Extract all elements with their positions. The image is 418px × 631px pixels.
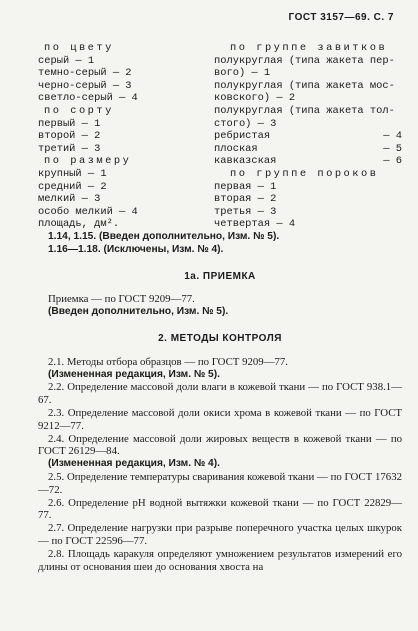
item-text: второй — 2 [38,130,101,143]
item-text: особо мелкий — 4 [38,205,138,218]
item-text: светло-серый — 4 [38,92,138,105]
item-code: — 5 [383,142,402,155]
paragraph: (Измененная редакция, Изм. № 5). [48,368,220,380]
item-text: площадь, дм². [38,218,120,231]
column-item [38,130,206,143]
column-item [38,193,206,206]
column-item [214,143,402,156]
paragraph: 2.2. Определение массовой доли влаги в кожевой ткани — по ГОСТ 938.1—67. [38,381,402,407]
column-item [214,193,402,206]
item-text: ковского) — 2 [214,92,296,105]
column-item [38,55,206,68]
column-item [214,118,402,131]
column-group-heading [214,168,402,181]
item-code: — 6 [383,155,402,168]
paragraph: 2.3. Определение массовой доли окиси хрома в кожевой ткани — по ГОСТ 9212—77. [38,406,402,432]
item-code: — 4 [383,130,402,143]
column-item [38,206,206,219]
item-text: по группе завитков [230,42,388,54]
item-text: полукруглая (типа жакета пер- [214,54,395,67]
section-title-test-methods: 2. МЕТОДЫ КОНТРОЛЯ [158,332,282,344]
column-item [38,168,206,181]
section-title-acceptance: 1а. ПРИЕМКА [184,270,256,282]
paragraph: 2.5. Определение температуры сваривания кожевой ткани — по ГОСТ 17632—72. [38,470,402,496]
note-line: 1.16—1.18. (Исключены, Изм. № 4). [48,243,224,255]
column-group-heading [214,42,402,55]
column-group-heading [38,42,206,55]
paragraph: (Измененная редакция, Изм. № 4). [48,458,220,470]
column-item [214,105,402,118]
paragraph: 2.8. Площадь каракуля определяют умножением результатов измерений его длины от основания шеи до основания хвоста на [38,547,402,573]
item-text: вторая — 2 [214,193,277,206]
item-text: средний — 2 [38,180,107,193]
item-text: ребристая [214,130,271,143]
column-item [214,181,402,194]
column-item [214,218,402,231]
column-item [38,67,206,80]
item-text: по цвету [44,42,114,54]
item-text: вого) — 1 [214,67,271,80]
item-text: первый — 1 [38,117,101,130]
item-text: крупный — 1 [38,167,107,180]
left-classification-column [38,42,206,231]
paragraph: 2.7. Определение нагрузки при разрыве поперечного участка целых шкурок — по ГОСТ 22596—77. [38,522,402,547]
item-text: по размеру [44,155,132,168]
column-item [38,181,206,194]
column-item [38,118,206,131]
page-header: ГОСТ 3157—69. С. 7 [288,12,394,23]
item-text: полукруглая (типа жакета тол- [214,104,395,117]
column-item [38,92,206,105]
column-group-heading [38,105,206,118]
item-text: четвертая — 4 [214,218,296,231]
note-line: 1.14, 1.15. (Введен дополнительно, Изм. № 5). [48,231,280,242]
item-text: по сорту [44,104,114,117]
column-item [214,92,402,105]
column-item [38,218,206,231]
paragraph: Приемка — по ГОСТ 9209—77. [48,293,195,306]
column-item [214,80,402,93]
item-text: стого) — 3 [214,117,277,130]
paragraph: 2.6. Определение pH водной вытяжки кожевой ткани — по ГОСТ 22829—77. [38,496,402,522]
column-item [214,155,402,168]
item-text: полукруглая (типа жакета мос- [214,79,395,92]
section-paragraphs [38,356,402,574]
item-text: кавказская [214,155,277,168]
column-group-heading [38,155,206,168]
paragraph: 2.4. Определение массовой доли жировых веществ в кожевой ткани — по ГОСТ 26129—84. [38,432,402,458]
column-item [38,80,206,93]
item-text: по группе пороков [230,167,379,180]
column-item [214,206,402,219]
column-item [214,130,402,143]
item-text: первая — 1 [214,180,277,193]
right-classification-column [214,42,402,231]
item-text: мелкий — 3 [38,193,101,206]
column-item [38,143,206,156]
item-text: плоская [214,142,258,155]
paragraph: (Введен дополнительно, Изм. № 5). [48,306,229,318]
paragraph: 2.1. Методы отбора образцов — по ГОСТ 9209—77. [48,355,288,368]
item-text: темно-серый — 2 [38,67,132,80]
column-item [214,55,402,68]
document-body [38,231,402,573]
column-item [214,67,402,80]
item-text: третья — 3 [214,205,277,218]
item-text: серый — 1 [38,54,95,67]
item-text: черно-серый — 3 [38,79,132,92]
item-text: третий — 3 [38,142,101,155]
